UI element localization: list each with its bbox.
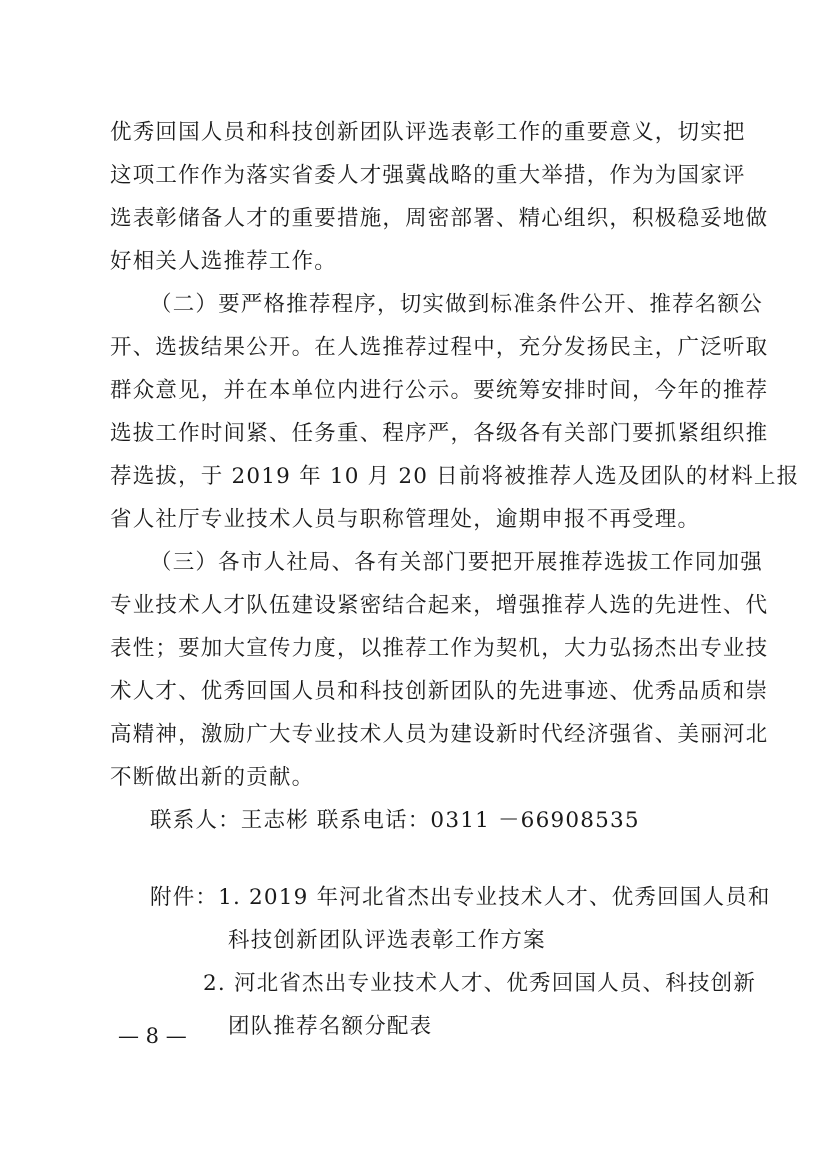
paragraph-line: 高精神，激励广大专业技术人员为建设新时代经济强省、美丽河北: [110, 722, 769, 747]
paragraph-line: 专业技术人才队伍建设紧密结合起来，增强推荐人选的先进性、代: [110, 593, 769, 618]
paragraph-line: 术人才、优秀回国人员和科技创新团队的先进事迹、优秀品质和崇: [110, 679, 769, 704]
paragraph-line: （二）要严格推荐程序，切实做到标准条件公开、推荐名额公: [150, 292, 763, 317]
paragraph-line: 优秀回国人员和科技创新团队评选表彰工作的重要意义，切实把: [110, 120, 746, 145]
paragraph-line: （三）各市人社局、各有关部门要把开展推荐选拔工作同加强: [150, 550, 763, 575]
attachment-2-line-1: 2. 河北省杰出专业技术人才、优秀回国人员、科技创新: [203, 971, 757, 996]
page-number: — 8 —: [118, 1024, 187, 1048]
paragraph-line: 开、选拔结果公开。在人选推荐过程中，充分发扬民主，广泛听取: [110, 335, 769, 360]
paragraph-line: 省人社厅专业技术人员与职称管理处，逾期申报不再受理。: [110, 507, 701, 532]
paragraph-line: 荐选拔，于 2019 年 10 月 20 日前将被推荐人选及团队的材料上报: [110, 464, 800, 489]
paragraph-line: 选拔工作时间紧、任务重、程序严，各级各有关部门要抓紧组织推: [110, 421, 769, 446]
paragraph-line: 不断做出新的贡献。: [110, 765, 315, 790]
attachment-1-line-2: 科技创新团队评选表彰工作方案: [228, 928, 546, 953]
attachment-2-line-2: 团队推荐名额分配表: [228, 1014, 433, 1039]
paragraph-line: 表性；要加大宣传力度，以推荐工作为契机，大力弘扬杰出专业技: [110, 636, 769, 661]
paragraph-line: 这项工作作为落实省委人才强冀战略的重大举措，作为为国家评: [110, 163, 746, 188]
paragraph-line: 选表彰储备人才的重要措施，周密部署、精心组织，积极稳妥地做: [110, 206, 769, 231]
paragraph-line: 好相关人选推荐工作。: [110, 249, 338, 274]
paragraph-line: 群众意见，并在本单位内进行公示。要统筹安排时间，今年的推荐: [110, 378, 769, 403]
contact-line: 联系人：王志彬 联系电话：0311 －66908535: [150, 808, 640, 833]
attachment-1-line-1: 附件：1. 2019 年河北省杰出专业技术人才、优秀回国人员和: [150, 885, 771, 910]
